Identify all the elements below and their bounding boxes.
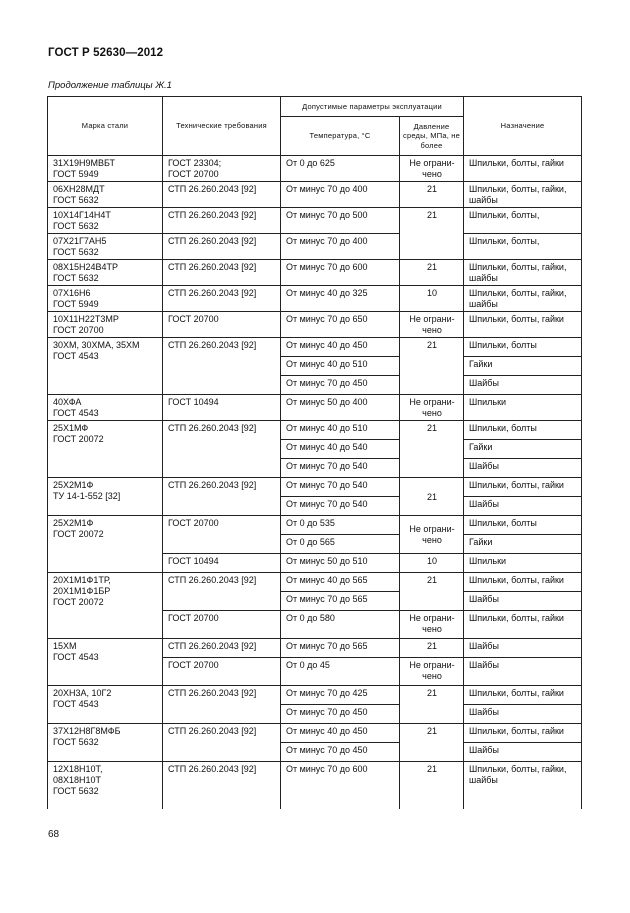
cell-technical-requirements: СТП 26.260.2043 [92] [163,260,281,286]
cell-purpose: Шпильки, болты, гайки [464,156,582,182]
cell-steel-grade: 40ХФА ГОСТ 4543 [48,395,163,421]
cell-temperature: От 0 до 535 [281,516,400,535]
table-row [48,312,582,338]
cell-temperature: От минус 40 до 325 [281,286,400,312]
cell-purpose: Шпильки, болты, [464,208,582,234]
cell-temperature: От минус 70 до 650 [281,312,400,338]
cell-purpose: Шпильки, болты, гайки [464,573,582,592]
cell-pressure: 21 [400,724,464,762]
cell-purpose: Шайбы [464,743,582,762]
header-purpose: Назначение [464,97,582,156]
cell-purpose: Шайбы [464,497,582,516]
cell-technical-requirements: СТП 26.260.2043 [92] [163,686,281,724]
steel-grades-table [47,96,582,809]
cell-technical-requirements: ГОСТ 20700 [163,658,281,686]
cell-technical-requirements: ГОСТ 23304; ГОСТ 20700 [163,156,281,182]
cell-technical-requirements: СТП 26.260.2043 [92] [163,478,281,516]
cell-purpose: Гайки [464,440,582,459]
table-row [48,573,582,592]
document-title: ГОСТ Р 52630—2012 [48,47,164,59]
cell-purpose: Шайбы [464,592,582,611]
cell-temperature: От минус 70 до 500 [281,208,400,234]
cell-purpose: Гайки [464,357,582,376]
table-row [48,260,582,286]
cell-temperature: От 0 до 45 [281,658,400,686]
cell-steel-grade: 12Х18Н10Т, 08Х18Н10Т ГОСТ 5632 [48,762,163,810]
cell-steel-grade: 10Х11Н22Т3МР ГОСТ 20700 [48,312,163,338]
cell-pressure: Не ограни- чено [400,312,464,338]
cell-purpose: Шпильки, болты, гайки [464,686,582,705]
cell-temperature: От минус 50 до 400 [281,395,400,421]
table-row [48,478,582,497]
cell-purpose: Шпильки, болты, гайки [464,312,582,338]
cell-purpose: Шпильки, болты, гайки [464,478,582,497]
cell-temperature: От минус 70 до 540 [281,478,400,497]
table-row [48,516,582,535]
cell-temperature: От минус 40 до 450 [281,724,400,743]
cell-pressure: 21 [400,686,464,724]
table-row [48,724,582,743]
header-temperature: Температура, °С [281,117,400,156]
cell-steel-grade: 20Х1М1Ф1ТР, 20Х1М1Ф1БР ГОСТ 20072 [48,573,163,639]
cell-temperature: От 0 до 580 [281,611,400,639]
header-operating-params: Допустимые параметры эксплуатации [281,97,464,117]
cell-pressure: Не ограни- чено [400,611,464,639]
cell-temperature: От 0 до 625 [281,156,400,182]
cell-temperature: От минус 70 до 600 [281,260,400,286]
cell-purpose: Гайки [464,535,582,554]
cell-pressure: Не ограни- чено [400,156,464,182]
cell-purpose: Шайбы [464,639,582,658]
cell-technical-requirements: СТП 26.260.2043 [92] [163,762,281,810]
cell-steel-grade: 07Х21Г7АН5 ГОСТ 5632 [48,234,163,260]
cell-temperature: От минус 40 до 510 [281,421,400,440]
cell-steel-grade: 37Х12Н8Г8МФБ ГОСТ 5632 [48,724,163,762]
cell-purpose: Шпильки, болты, гайки, шайбы [464,182,582,208]
table-row [48,686,582,705]
cell-technical-requirements: ГОСТ 10494 [163,554,281,573]
cell-purpose: Шайбы [464,376,582,395]
cell-pressure: 21 [400,208,464,260]
table-row [48,338,582,357]
cell-technical-requirements: ГОСТ 20700 [163,611,281,639]
cell-temperature: От минус 70 до 400 [281,234,400,260]
cell-technical-requirements: ГОСТ 10494 [163,395,281,421]
cell-steel-grade: 10Х14Г14Н4Т ГОСТ 5632 [48,208,163,234]
cell-purpose: Шпильки, болты, гайки, шайбы [464,286,582,312]
cell-temperature: От минус 40 до 565 [281,573,400,592]
table-caption: Продолжение таблицы Ж.1 [48,80,172,91]
cell-steel-grade: 06ХН28МДТ ГОСТ 5632 [48,182,163,208]
cell-steel-grade: 15ХМ ГОСТ 4543 [48,639,163,686]
cell-purpose: Шпильки, болты, [464,234,582,260]
table-row [48,639,582,658]
cell-temperature: От минус 70 до 540 [281,459,400,478]
header-pressure: Давление среды, МПа, не более [400,117,464,156]
cell-pressure: 10 [400,286,464,312]
cell-temperature: От минус 40 до 510 [281,357,400,376]
cell-temperature: От минус 40 до 540 [281,440,400,459]
cell-pressure: 21 [400,338,464,395]
cell-technical-requirements: СТП 26.260.2043 [92] [163,573,281,611]
cell-steel-grade: 25Х1МФ ГОСТ 20072 [48,421,163,478]
cell-technical-requirements: СТП 26.260.2043 [92] [163,639,281,658]
cell-purpose: Шпильки [464,554,582,573]
cell-technical-requirements: ГОСТ 20700 [163,312,281,338]
cell-pressure: 21 [400,478,464,516]
cell-steel-grade: 25Х2М1Ф ГОСТ 20072 [48,516,163,573]
cell-pressure: 21 [400,182,464,208]
cell-purpose: Шпильки, болты, гайки [464,724,582,743]
table-row [48,762,582,810]
cell-temperature: От минус 70 до 565 [281,639,400,658]
cell-temperature: От 0 до 565 [281,535,400,554]
cell-purpose: Шпильки, болты [464,516,582,535]
table-row [48,208,582,234]
cell-purpose: Шпильки, болты [464,338,582,357]
cell-pressure: 21 [400,573,464,611]
table-row [48,234,582,260]
cell-pressure: 21 [400,260,464,286]
cell-pressure: 21 [400,639,464,658]
table-row [48,421,582,440]
header-steel-grade: Марка стали [48,97,163,156]
cell-pressure: 21 [400,762,464,810]
cell-technical-requirements: СТП 26.260.2043 [92] [163,338,281,395]
cell-technical-requirements: СТП 26.260.2043 [92] [163,286,281,312]
cell-steel-grade: 31Х19Н9МВБТ ГОСТ 5949 [48,156,163,182]
cell-steel-grade: 30ХМ, 30ХМА, 35ХМ ГОСТ 4543 [48,338,163,395]
cell-technical-requirements: СТП 26.260.2043 [92] [163,724,281,762]
cell-technical-requirements: СТП 26.260.2043 [92] [163,182,281,208]
cell-pressure: Не ограни- чено [400,658,464,686]
cell-temperature: От минус 70 до 450 [281,376,400,395]
cell-purpose: Шпильки [464,395,582,421]
cell-pressure: Не ограни- чено [400,395,464,421]
cell-technical-requirements: СТП 26.260.2043 [92] [163,234,281,260]
cell-purpose: Шпильки, болты [464,421,582,440]
cell-purpose: Шпильки, болты, гайки, шайбы [464,260,582,286]
table-row [48,286,582,312]
cell-purpose: Шайбы [464,459,582,478]
table-row [48,395,582,421]
table-row [48,182,582,208]
header-technical-requirements: Технические требования [163,97,281,156]
cell-pressure: Не ограни- чено [400,516,464,554]
cell-purpose: Шпильки, болты, гайки [464,611,582,639]
cell-temperature: От минус 70 до 600 [281,762,400,810]
cell-pressure: 21 [400,421,464,478]
cell-temperature: От минус 50 до 510 [281,554,400,573]
cell-temperature: От минус 70 до 450 [281,705,400,724]
cell-technical-requirements: ГОСТ 20700 [163,516,281,554]
cell-steel-grade: 20ХН3А, 10Г2 ГОСТ 4543 [48,686,163,724]
cell-temperature: От минус 70 до 400 [281,182,400,208]
cell-temperature: От минус 70 до 540 [281,497,400,516]
cell-purpose: Шпильки, болты, гайки, шайбы [464,762,582,810]
cell-steel-grade: 07Х16Н6 ГОСТ 5949 [48,286,163,312]
cell-purpose: Шайбы [464,705,582,724]
cell-technical-requirements: СТП 26.260.2043 [92] [163,421,281,478]
cell-temperature: От минус 70 до 450 [281,743,400,762]
cell-temperature: От минус 70 до 425 [281,686,400,705]
page-number: 68 [48,829,60,840]
cell-steel-grade: 25Х2М1Ф ТУ 14-1-552 [32] [48,478,163,516]
cell-temperature: От минус 70 до 565 [281,592,400,611]
table-row [48,156,582,182]
cell-pressure: 10 [400,554,464,573]
cell-temperature: От минус 40 до 450 [281,338,400,357]
cell-steel-grade: 08Х15Н24В4ТР ГОСТ 5632 [48,260,163,286]
cell-technical-requirements: СТП 26.260.2043 [92] [163,208,281,234]
cell-purpose: Шайбы [464,658,582,686]
